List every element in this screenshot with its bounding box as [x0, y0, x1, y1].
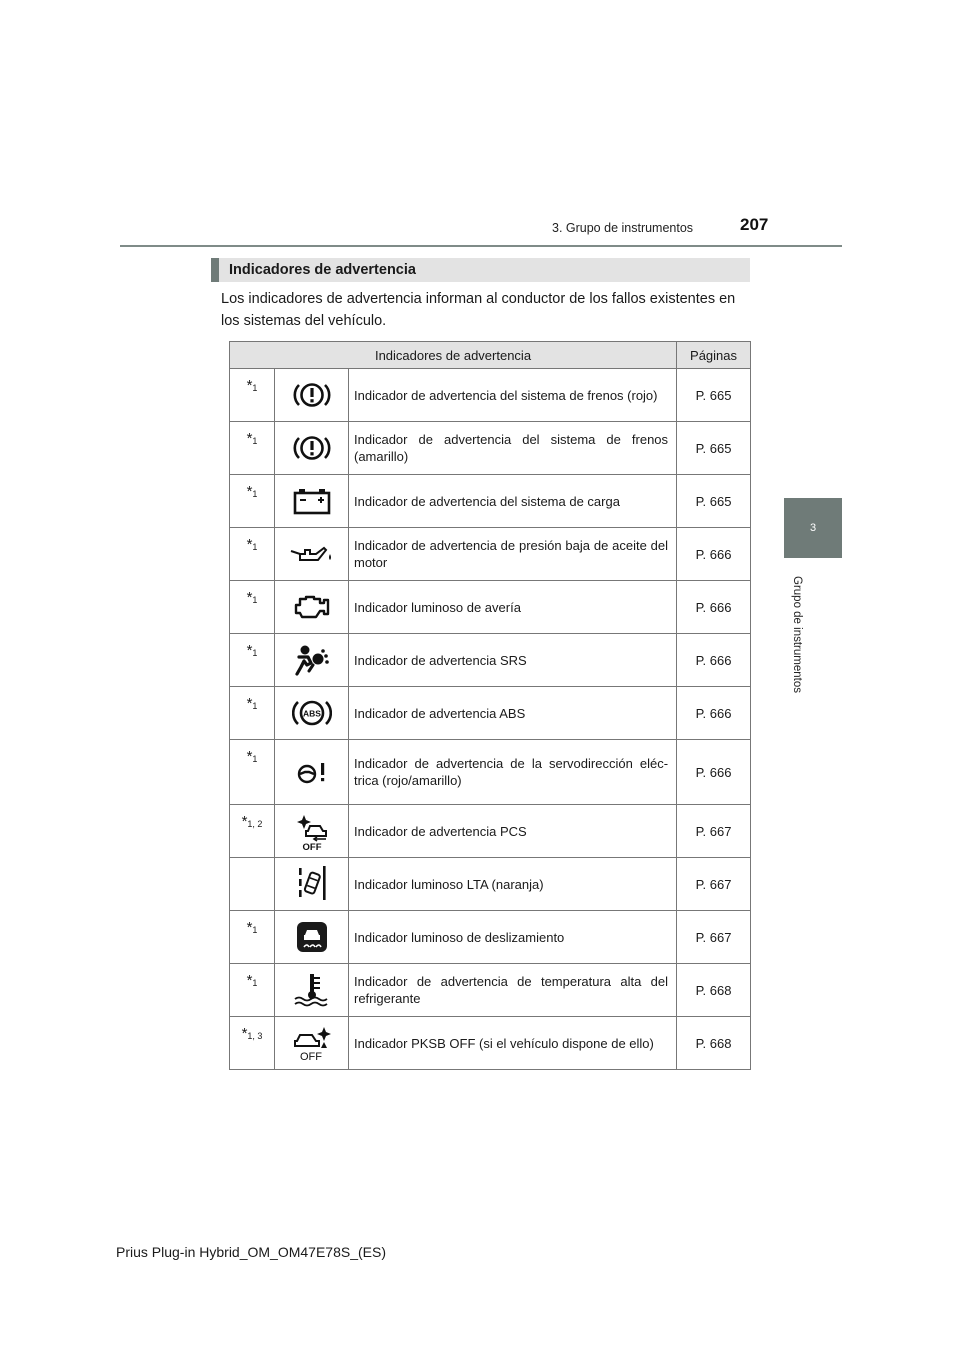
row-page-ref[interactable]: P. 668 — [677, 1017, 751, 1070]
row-page-ref[interactable]: P. 665 — [677, 422, 751, 475]
header-pages: Páginas — [677, 342, 751, 369]
table-row — [230, 369, 751, 422]
header-indicators: Indicadores de advertencia — [230, 342, 677, 369]
brake-warning-red-icon — [293, 380, 331, 410]
footnote-ref: $*_1$ — [230, 687, 275, 740]
row-page-ref[interactable]: P. 668 — [677, 964, 751, 1017]
chapter-title: 3. Grupo de instrumentos — [552, 221, 694, 235]
abs-icon — [292, 697, 332, 729]
power-steering-icon — [294, 759, 330, 785]
table-row — [230, 687, 751, 740]
footnote-ref: $*_1$ — [230, 911, 275, 964]
row-description: Indicador PKSB OFF (si el vehículo dispone de ello) — [349, 1017, 677, 1070]
table-row — [230, 858, 751, 911]
table-row — [230, 911, 751, 964]
coolant-temperature-icon — [292, 972, 332, 1008]
footnote-ref: $*_1$ — [230, 528, 275, 581]
row-page-ref[interactable]: P. 667 — [677, 858, 751, 911]
row-description: Indicador luminoso de avería — [349, 581, 677, 634]
table-row — [230, 528, 751, 581]
row-page-ref[interactable]: P. 665 — [677, 475, 751, 528]
footnote-ref — [230, 858, 275, 911]
svg-text:ABS: ABS — [302, 708, 321, 719]
table-header-row — [230, 342, 751, 369]
footnote-ref: $*_1$ — [230, 475, 275, 528]
row-description: Indicador de advertencia de presión baja de aceite del motor — [349, 528, 677, 581]
chapter-tab-number: 3 — [809, 522, 817, 534]
table-row — [230, 634, 751, 687]
table-row — [230, 740, 751, 805]
chapter-tab-label: Grupo de instrumentos — [791, 575, 803, 693]
footnote-ref: $*_1$ — [230, 740, 275, 805]
row-page-ref[interactable]: P. 666 — [677, 634, 751, 687]
row-description: Indicador luminoso LTA (naranja) — [349, 858, 677, 911]
footnote-ref: $*_{1, 3}$ — [230, 1017, 275, 1070]
row-description: Indicador de advertencia de temperatura alta del refrigerante — [349, 964, 677, 1017]
row-description: Indicador luminoso de deslizamiento — [349, 911, 677, 964]
pksb-off-icon — [291, 1023, 333, 1063]
chapter-tab[interactable] — [784, 498, 842, 558]
section-heading — [211, 258, 750, 282]
row-description: Indicador de advertencia del sistema de carga — [349, 475, 677, 528]
row-page-ref[interactable]: P. 665 — [677, 369, 751, 422]
row-description: Indicador de advertencia del sistema de frenos (amarillo) — [349, 422, 677, 475]
oil-pressure-icon — [288, 542, 336, 566]
section-title: Indicadores de advertencia — [229, 262, 416, 278]
row-page-ref[interactable]: P. 666 — [677, 581, 751, 634]
slip-indicator-icon — [295, 920, 329, 954]
row-page-ref[interactable]: P. 666 — [677, 687, 751, 740]
footnote-ref: $*_1$ — [230, 422, 275, 475]
srs-airbag-icon — [293, 643, 331, 677]
document-footer: Prius Plug-in Hybrid_OM_OM47E78S_(ES) — [116, 1244, 386, 1260]
table-row — [230, 1017, 751, 1070]
svg-text:OFF: OFF — [302, 842, 321, 851]
table-row — [230, 964, 751, 1017]
table-row — [230, 581, 751, 634]
table-row — [230, 422, 751, 475]
footnote-ref: $*_1$ — [230, 634, 275, 687]
row-page-ref[interactable]: P. 667 — [677, 805, 751, 858]
battery-charge-icon — [292, 487, 332, 515]
intro-paragraph: Los indicadores de advertencia informan al conductor de los fallos existentes en los sistemas del vehículo. — [221, 291, 736, 329]
lta-icon — [295, 864, 329, 904]
warning-indicators-table — [229, 341, 751, 1070]
table-row — [230, 475, 751, 528]
row-page-ref[interactable]: P. 666 — [677, 740, 751, 805]
header-rule — [120, 245, 842, 247]
row-description: Indicador de advertencia de la servodirección eléc-trica (rojo/amarillo) — [349, 740, 677, 805]
brake-warning-amber-icon — [293, 433, 331, 463]
footnote-ref: $*_{1, 2}$ — [230, 805, 275, 858]
table-row — [230, 805, 751, 858]
pcs-off-icon — [292, 811, 332, 851]
footnote-ref: $*_1$ — [230, 369, 275, 422]
row-description: Indicador de advertencia del sistema de frenos (rojo) — [349, 369, 677, 422]
row-page-ref[interactable]: P. 667 — [677, 911, 751, 964]
page-number: 207 — [740, 215, 769, 234]
row-page-ref[interactable]: P. 666 — [677, 528, 751, 581]
footnote-ref: $*_1$ — [230, 964, 275, 1017]
check-engine-icon — [292, 593, 332, 621]
row-description: Indicador de advertencia PCS — [349, 805, 677, 858]
footnote-ref: $*_1$ — [230, 581, 275, 634]
row-description: Indicador de advertencia SRS — [349, 634, 677, 687]
row-description: Indicador de advertencia ABS — [349, 687, 677, 740]
svg-text:OFF: OFF — [299, 1051, 322, 1063]
